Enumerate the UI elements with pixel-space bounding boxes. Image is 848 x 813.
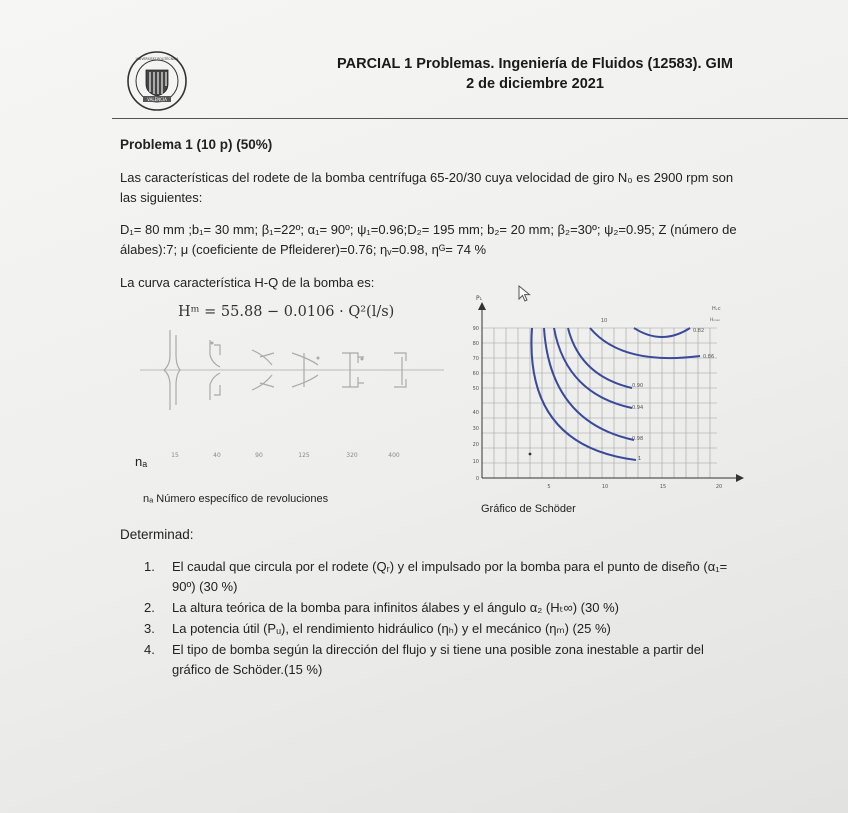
seal-top-text: UNIVERSITAT POLITÈCNICA xyxy=(135,57,179,61)
nq-value: 90 xyxy=(255,452,263,459)
question-number: 1. xyxy=(144,559,155,574)
hq-formula: Hᵐ = 55.88 − 0.0106 · Q²(l/s) xyxy=(178,304,395,320)
x-tick: 10 xyxy=(601,484,609,490)
efficiency-curves xyxy=(531,328,700,460)
curve-label: 0.82 xyxy=(693,328,705,334)
y-tick: 20 xyxy=(472,442,479,448)
list-item xyxy=(144,640,744,680)
y-tick: 30 xyxy=(472,426,479,432)
y-tick: 60 xyxy=(472,371,479,377)
question-text: La potencia útil (Pᵤ), el rendimiento hidráulico (ηₕ) y el mecánico (ηₘ) (25 %) xyxy=(172,621,611,636)
exam-title-line1: PARCIAL 1 Problemas. Ingeniería de Fluidos (12583). GIM xyxy=(337,56,733,72)
schoder-chart xyxy=(462,288,752,498)
curve-label: 0.90 xyxy=(632,383,644,389)
problem-title: Problema 1 (10 p) (50%) xyxy=(120,137,273,152)
nq-value: 125 xyxy=(298,452,310,459)
exam-date: 2 de diciembre 2021 xyxy=(466,76,604,92)
chart-grid xyxy=(482,328,717,478)
top-tick: 10 xyxy=(600,318,608,324)
x-axis-arrow-icon xyxy=(736,474,744,482)
y-axis-arrow-icon xyxy=(478,302,486,310)
problem-intro: Las características del rodete de la bomba centrífuga 65-20/30 cuya velocidad de giro N₀ es 2900 rpm son las siguientes: xyxy=(120,170,734,205)
y-tick: 90 xyxy=(472,326,479,332)
impeller-parameters: D₁= 80 mm ;b₁= 30 mm; β₁=22º; α₁= 90º; ψ₁=0.96;D₂= 195 mm; b₂= 20 mm; β₂=30º; ψ₂=0.95; Z (número de álabes):7; μ (coeficiente de Pfleiderer)=0.76; ηᵥ=0.98, ηᴳ= 74 % xyxy=(120,222,737,257)
x-tick: 20 xyxy=(715,484,723,490)
y-tick: 50 xyxy=(472,386,479,392)
nq-value: 400 xyxy=(388,452,400,459)
nq-value: 15 xyxy=(171,452,179,459)
question-text: El tipo de bomba según la dirección del flujo y si tiene una posible zona inestable a partir del gráfico de Schöder.(15 %) xyxy=(172,642,704,677)
mouse-cursor-icon xyxy=(518,285,532,303)
nq-value: 40 xyxy=(213,452,221,459)
header-divider xyxy=(112,118,848,119)
question-text: El caudal que circula por el rodete (Qᵣ) y el impulsado por la bomba para el punto de diseño (α₁= 90º) (30 %) xyxy=(172,559,728,594)
y-axis-label: P₁ xyxy=(476,295,483,302)
impeller-types-figure xyxy=(132,295,452,475)
determinad-heading: Determinad: xyxy=(120,527,194,542)
university-seal-icon xyxy=(126,50,188,112)
nq-value: 320 xyxy=(346,452,358,459)
question-number: 2. xyxy=(144,600,155,615)
right-label-hmax: Hₘₐₓ xyxy=(710,318,720,323)
list-item xyxy=(144,598,744,618)
question-number: 4. xyxy=(144,642,155,657)
question-text: La altura teórica de la bomba para infinitos álabes y el ángulo α₂ (Hₜ∞) (30 %) xyxy=(172,600,619,615)
schoder-caption: Gráfico de Schöder xyxy=(481,503,576,515)
curve-intro: La curva característica H-Q de la bomba es: xyxy=(120,275,375,290)
y-tick: 40 xyxy=(472,410,479,416)
list-item xyxy=(144,557,744,597)
curve-label: 0.94 xyxy=(632,405,644,411)
nq-symbol: nₐ xyxy=(135,454,148,469)
curve-label: 0.98 xyxy=(632,436,644,442)
exam-title xyxy=(300,54,770,94)
list-item xyxy=(144,619,744,639)
x-tick: 5 xyxy=(547,484,551,490)
x-tick: 15 xyxy=(659,484,667,490)
chart-dot xyxy=(529,453,532,456)
question-number: 3. xyxy=(144,621,155,636)
y-tick: 70 xyxy=(472,356,479,362)
right-label-hvc: Hᵥc xyxy=(712,306,721,312)
curve-label: 0.86 xyxy=(703,354,715,360)
seal-bottom-text: VALÈNCIA xyxy=(147,96,167,102)
y-tick: 80 xyxy=(472,341,479,347)
y-tick: 10 xyxy=(472,459,479,465)
question-list xyxy=(144,557,744,681)
nq-caption: nₐ Número específico de revoluciones xyxy=(143,493,329,505)
y-tick: 0 xyxy=(475,476,479,482)
curve-label: 1 xyxy=(638,456,642,462)
